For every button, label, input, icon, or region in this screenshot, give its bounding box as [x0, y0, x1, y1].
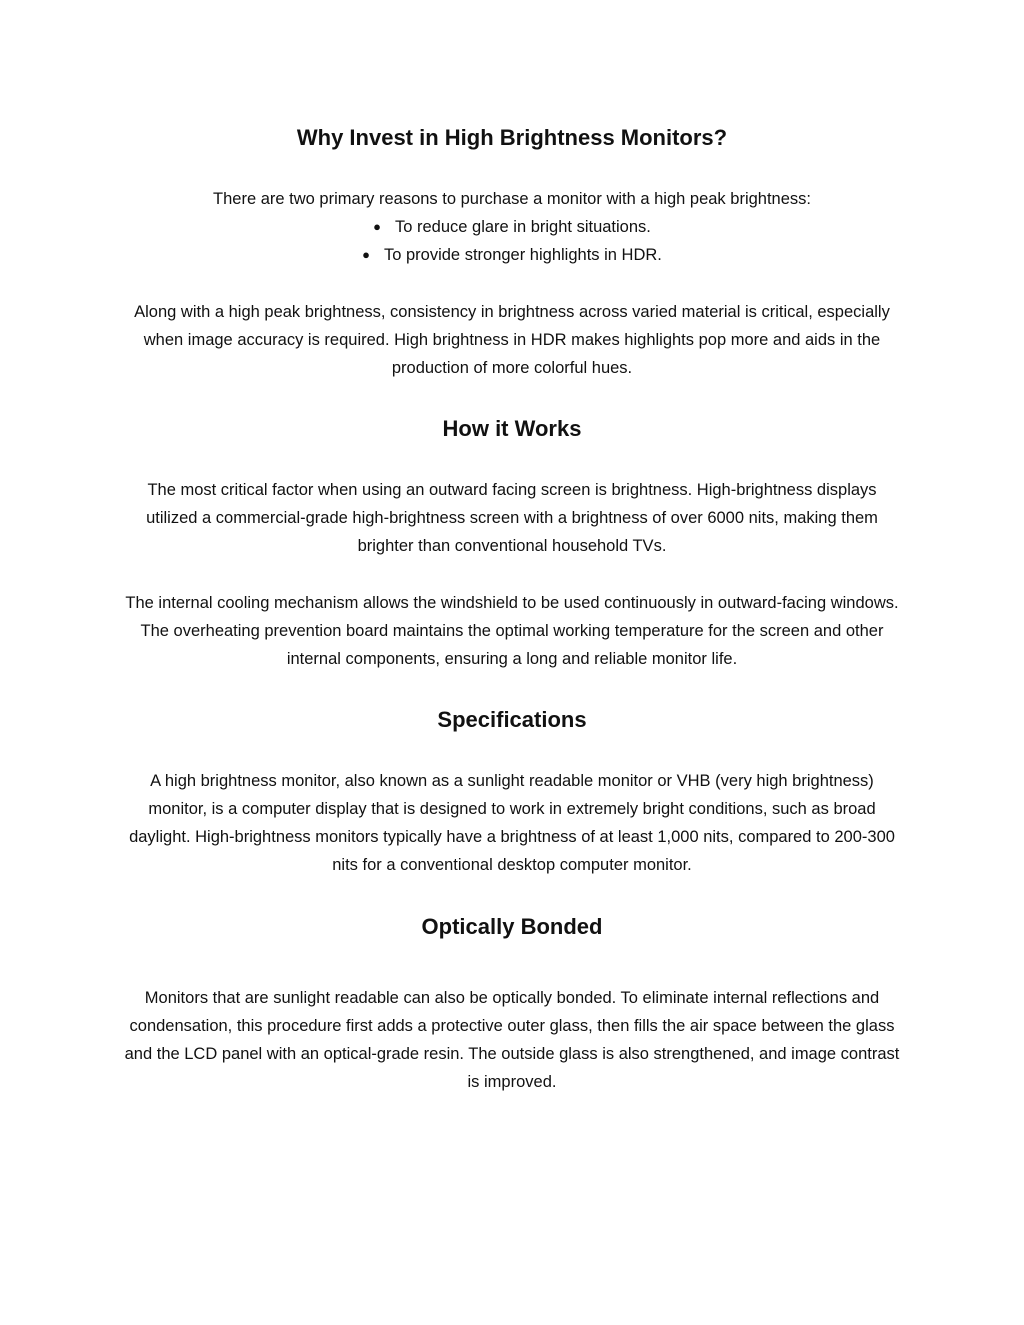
optically-bonded-paragraph: Monitors that are sunlight readable can also be optically bonded. To eliminate internal reflections and condensation, this procedure first adds a protective outer glass, then fills the air space between the glass and the LCD panel with an optical-grade resin. The outside glass is also strengthened, and image contrast is improved.	[124, 989, 900, 1091]
list-item-text: To reduce glare in bright situations.	[394, 218, 651, 236]
bullet-icon: ●	[373, 219, 381, 234]
heading-optically-bonded: Optically Bonded	[421, 914, 603, 939]
intro-lead-text: There are two primary reasons to purchase a monitor with a high peak brightness:	[213, 190, 811, 208]
reasons-list	[0, 213, 1024, 269]
how-paragraph-1: The most critical factor when using an outward facing screen is brightness. High-brightness displays utilized a commercial-grade high-brightness screen with a brightness of over 6000 nits, making them brighter than conventional household TVs.	[146, 481, 878, 555]
list-item-text: To provide stronger highlights in HDR.	[383, 246, 662, 264]
how-paragraph-2: The internal cooling mechanism allows the windshield to be used continuously in outward-facing windows. The overheating prevention board maintains the optimal working temperature for the screen and other internal components, ensuring a long and reliable monitor life.	[125, 594, 899, 668]
list-item	[0, 241, 1024, 269]
specifications-paragraph: A high brightness monitor, also known as a sunlight readable monitor or VHB (very high brightness) monitor, is a computer display that is designed to work in extremely bright conditions, such as broad daylight. High-brightness monitors typically have a brightness of at least 1,000 nits, compared to 200-300 nits for a conventional desktop computer monitor.	[129, 772, 895, 874]
heading-how-it-works: How it Works	[442, 416, 582, 441]
heading-why-invest: Why Invest in High Brightness Monitors?	[296, 125, 728, 150]
intro-body-paragraph: Along with a high peak brightness, consistency in brightness across varied material is critical, especially when image accuracy is required. High brightness in HDR makes highlights pop more and aids in the production of more colorful hues.	[134, 303, 890, 377]
bullet-icon: ●	[362, 247, 370, 262]
heading-specifications: Specifications	[437, 707, 587, 732]
list-item	[0, 213, 1024, 241]
